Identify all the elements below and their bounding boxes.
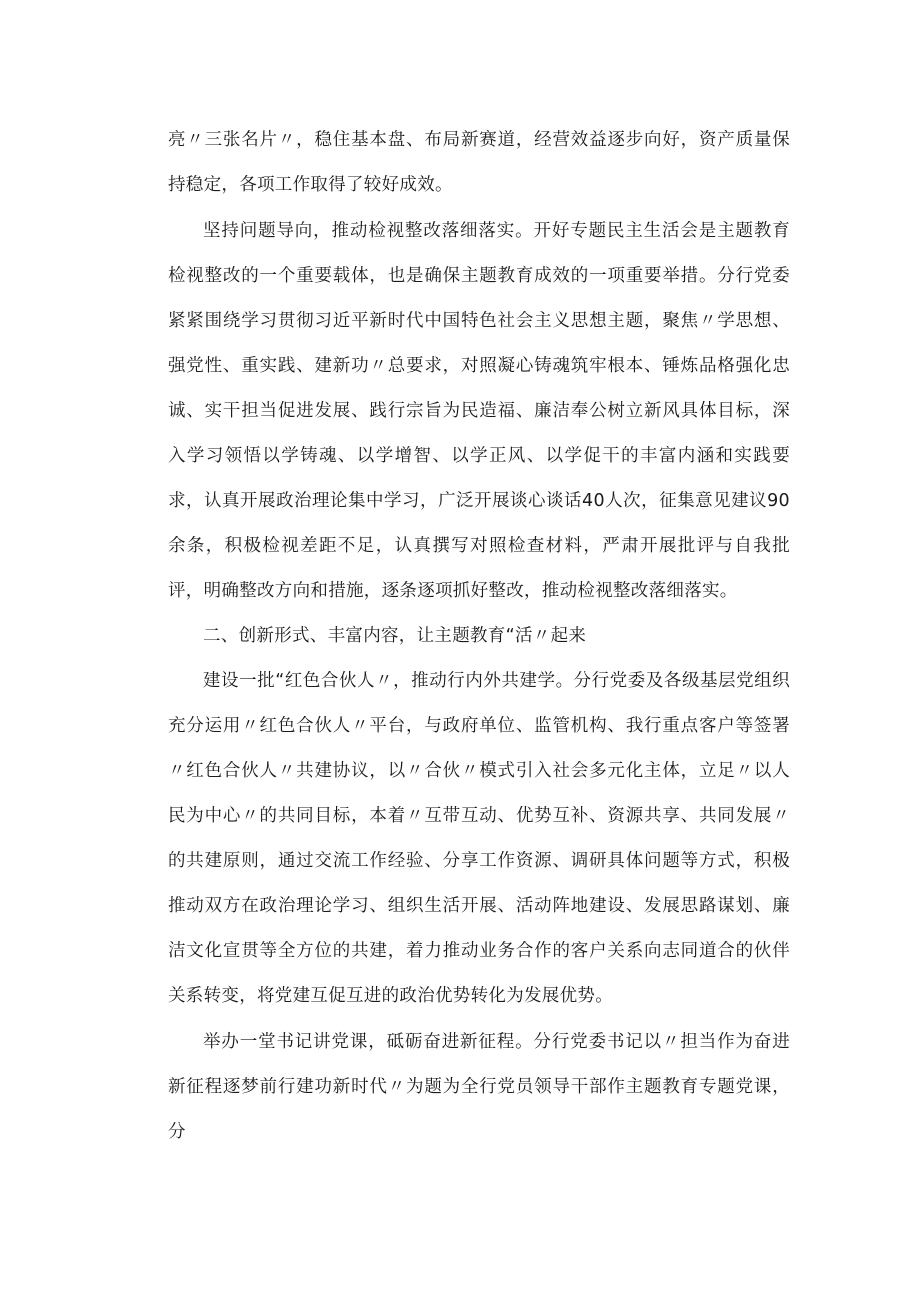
paragraph-party-lecture: 举办一堂书记讲党课，砥砺奋进新征程。分行党委书记以〃担当作为奋进新征程逐梦前行建功新时代〃为题为全行党员领导干部作主题教育专题党课，分 xyxy=(168,1032,790,1142)
document-body xyxy=(168,118,790,1155)
paragraph-continuation: 亮〃三张名片〃，稳住基本盘、布局新赛道，经营效益逐步向好，资产质量保持稳定，各项工作取得了较好成效。 xyxy=(168,130,790,195)
paragraph-red-partners: 建设一批“红色合伙人〃，推动行内外共建学。分行党委及各级基层党组织充分运用〃红色合伙人〃平台，与政府单位、监管机构、我行重点客户等签署〃红色合伙人〃共建协议，以〃合伙〃模式引入社会多元化主体，立足〃以人民为中心〃的共同目标，本着〃互带互动、优势互补、资源共享、共同发展〃的共建原则，通过交流工作经验、分享工作资源、调研具体问题等方式，积极推动双方在政治理论学习、组织生活开展、活动阵地建设、发展思路谋划、廉洁文化宣贯等全方位的共建，着力推动业务合作的客户关系向志同道合的伙伴关系转变，将党建互促互进的政治优势转化为发展优势。 xyxy=(168,671,790,1006)
section-heading: 二、创新形式、丰富内容，让主题教育“活〃起来 xyxy=(203,626,587,646)
paragraph-inspection-rectification: 坚持问题导向，推动检视整改落细落实。开好专题民主生活会是主题教育检视整改的一个重要载体，也是确保主题教育成效的一项重要举措。分行党委紧紧围绕学习贯彻习近平新时代中国特色社会主义思想主题，聚焦〃学思想、强党性、重实践、建新功〃总要求，对照凝心铸魂筑牢根本、锤炼品格强化忠诚、实干担当促进发展、践行宗旨为民造福、廉洁奉公树立新风具体目标，深入学习领悟以学铸魂、以学增智、以学正风、以学促干的丰富内涵和实践要求，认真开展政治理论集中学习，广泛开展谈心谈话40人次，征集意见建议90余条，积极检视差距不足，认真撰写对照检查材料，严肃开展批评与自我批评，明确整改方向和措施，逐条逐项抓好整改，推动检视整改落细落实。 xyxy=(168,221,790,601)
